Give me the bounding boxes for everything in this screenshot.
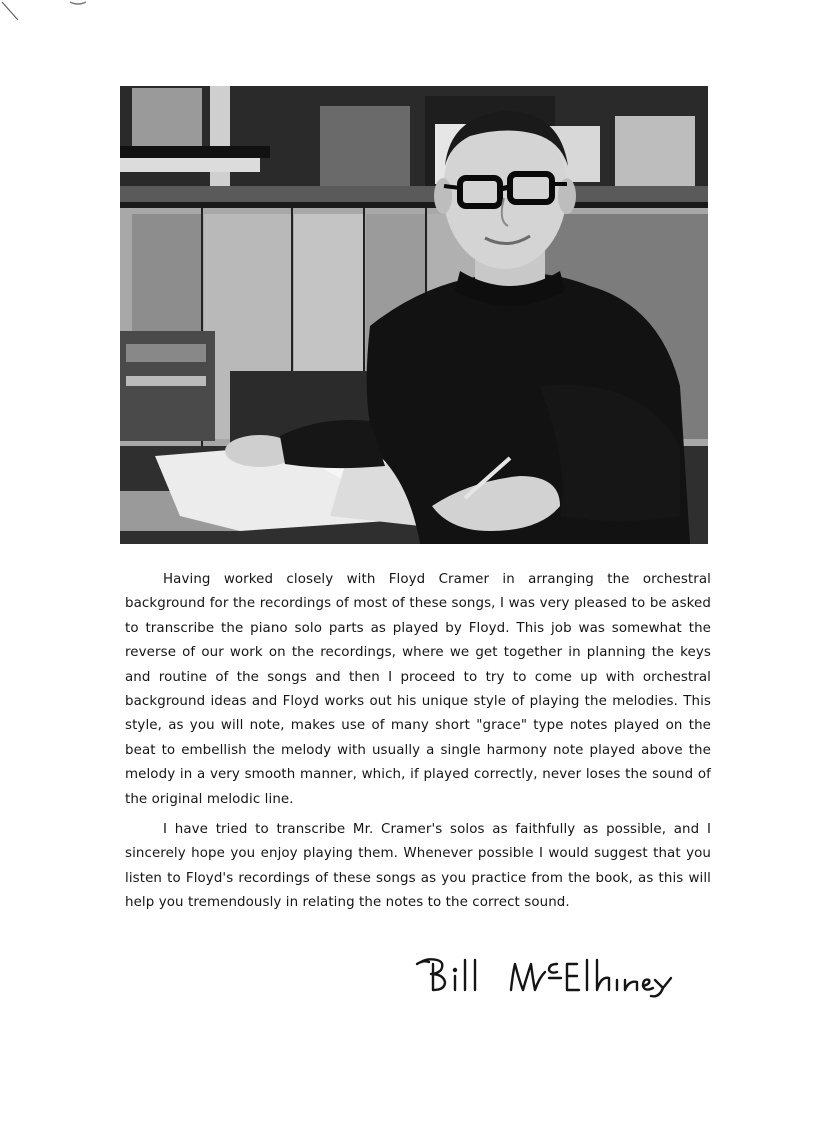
paragraph-2: I have tried to transcribe Mr. Cramer's solos as faithfully as possible, and I sincerely hope you enjoy playing them. Whenever possible I would suggest that you listen to Floyd's recordings of these songs as you practice from the book, as this will help you tremendously in relating the notes to the correct sound. <box>125 822 711 911</box>
signature-handwriting <box>415 950 675 1000</box>
portrait-photo <box>120 86 708 544</box>
signature <box>415 950 675 1000</box>
photo-illustration <box>120 86 708 544</box>
scan-artifact <box>0 0 120 40</box>
paragraph-1: Having worked closely with Floyd Cramer in arranging the orchestral background for the recordings of most of these songs, I was very pleased to be asked to transcribe the piano solo parts as played by Floyd. This job was somewhat the reverse of our work on the recordings, where we get together in planning the keys and routine of the songs and then I proceed to try to come up with orchestral background ideas and Floyd works out his unique style of playing the melodies. This style, as you will note, makes use of many short "grace" type notes played on the beat to embellish the melody with usually a single harmony note played above the melody in a very smooth manner, which, if played correctly, never loses the sound of the original melodic line. <box>125 572 711 807</box>
body-text <box>125 568 711 922</box>
